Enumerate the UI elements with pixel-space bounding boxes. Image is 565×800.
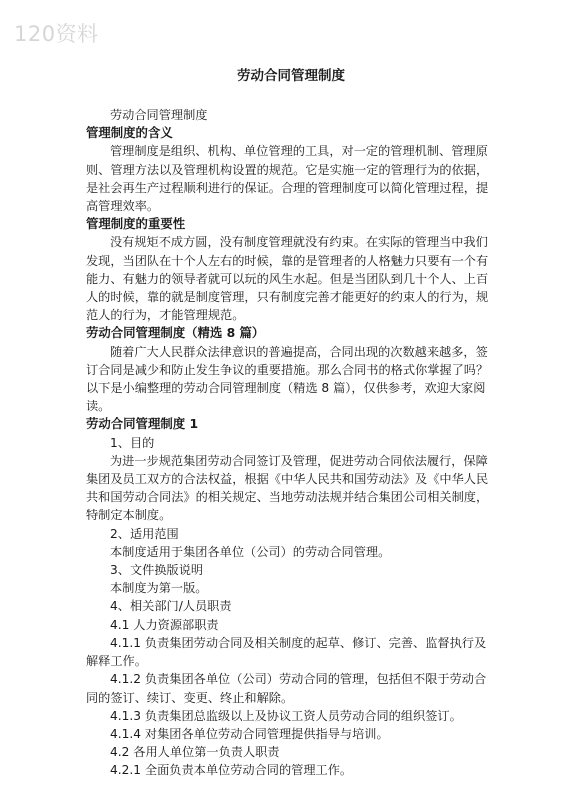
paragraph: 本制度为第一版。	[110, 581, 208, 596]
paragraph: 本制度适用于集团各单位（公司）的劳动合同管理。	[110, 544, 391, 559]
paragraph: 管理制度是组织、机构、单位管理的工具，对一定的管理机制、管理原则、管理方法以及管理机构设置的规范。它是实施一定的管理行为的依据，是社会再生产过程顺利进行的保证。合理的管理制度可以简化管理过程，提高管理效率。	[86, 144, 489, 214]
paragraph: 为进一步规范集团劳动合同签订及管理，促进劳动合同依法履行，保障集团及员工双方的合法权益，根据《中华人民共和国劳动法》及《中华人民共和国劳动合同法》的相关规定、当地劳动法规并结合集团公司相关制度，特制定本制度。	[86, 453, 489, 523]
list-item: 4.1.4 对集团各单位劳动合同管理提供指导与培训。	[110, 726, 389, 741]
list-item: 4.2 各用人单位第一负责人职责	[110, 745, 280, 760]
section-heading: 管理制度的重要性	[86, 216, 186, 232]
paragraph: 劳动合同管理制度	[110, 108, 208, 122]
list-item: 4.2.1 全面负责本单位劳动合同的管理工作。	[110, 763, 353, 778]
paragraph: 没有规矩不成方圆，没有制度管理就没有约束。在实际的管理当中我们发现，当团队在十个人左右的时候，靠的是管理者的人格魅力只要有一个有能力、有魅力的领导者就可以玩的风生水起。但是当团队到几十个人、上百人的时候，靠的就是制度管理，只有制度完善才能更好的约束人的行为，规范人的行为，才能管理规范。	[86, 235, 489, 323]
list-item: 2、适用范围	[110, 526, 179, 541]
list-item: 4.1.2 负责集团各单位（公司）劳动合同的管理，包括但不限于劳动合同的签订、续订、变更、终止和解除。	[86, 672, 487, 705]
list-item: 1、目的	[110, 435, 155, 450]
paragraph: 随着广大人民群众法律意识的普遍提高，合同出现的次数越来越多，签订合同是减少和防止发生争议的重要措施。那么合同书的格式你掌握了吗？以下是小编整理的劳动合同管理制度（精选 8 篇），仅供参考，欢迎大家阅读。	[86, 344, 489, 414]
watermark-logo: 120资料	[14, 22, 99, 46]
section-heading: 管理制度的含义	[86, 125, 173, 141]
list-item: 3、文件换版说明	[110, 563, 204, 578]
list-item: 4.1.1 负责集团劳动合同及相关制度的起草、修订、完善、监督执行及解释工作。	[86, 635, 487, 669]
list-item: 4、相关部门/人员职责	[110, 599, 232, 614]
document-title: 劳动合同管理制度	[237, 68, 345, 84]
list-item: 4.1.3 负责集团总监级以上及协议工资人员劳动合同的组织签订。	[110, 708, 462, 723]
list-item: 4.1 人力资源部职责	[110, 617, 219, 632]
section-heading: 劳动合同管理制度 1	[86, 416, 199, 432]
document-page	[86, 66, 496, 780]
section-heading: 劳动合同管理制度（精选 8 篇）	[86, 325, 265, 341]
